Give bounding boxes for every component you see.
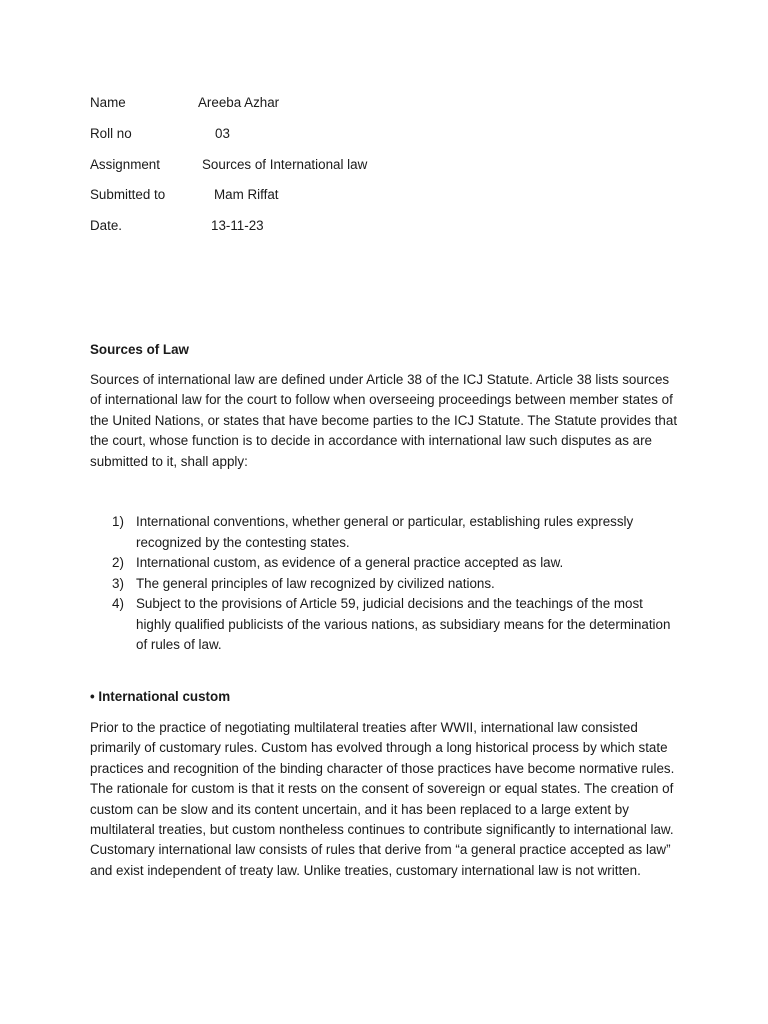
assignment-label: Assignment bbox=[90, 157, 160, 172]
submitted-label: Submitted to bbox=[90, 187, 166, 202]
name-label: Name bbox=[90, 95, 126, 110]
list-item bbox=[90, 512, 680, 553]
list-item bbox=[90, 594, 680, 656]
custom-paragraph: Prior to the practice of negotiating multilateral treaties after WWII, international law consisted primarily of customary rules. Custom has evolved through a long historical process by which state practices and recognition of the binding character of those practices have become normative rules. The rationale for custom is that it rests on the consent of sovereign or equal states. The creation of custom can be slow and its content uncertain, and it has been replaced to a large extent by multilateral treaties, but custom nontheless continues to contribute significantly to international law. Customary international law consists of rules that derive from “a general practice accepted as law” and exist independent of treaty law. Unlike treaties, customary international law is not written. bbox=[90, 720, 675, 878]
list-item bbox=[90, 574, 680, 595]
list-number: 1) bbox=[112, 514, 124, 529]
list-number: 4) bbox=[112, 596, 124, 611]
roll-value: 03 bbox=[215, 126, 230, 141]
list-text: The general principles of law recognized by civilized nations. bbox=[136, 575, 495, 591]
date-label: Date. bbox=[90, 218, 123, 233]
sources-paragraph: Sources of international law are defined under Article 38 of the ICJ Statute. Article 38 lists sources of international law for the court to follow when overseeing proceedings between member states of the United Nations, or states that have become parties to the ICJ Statute. The Statute provides that the court, whose function is to decide in accordance with international law such disputes as are submitted to it, shall apply: bbox=[90, 372, 678, 469]
name-value: Areeba Azhar bbox=[198, 95, 280, 110]
list-item bbox=[90, 553, 680, 574]
list-number: 2) bbox=[112, 555, 124, 570]
roll-label: Roll no bbox=[90, 126, 132, 141]
list-number: 3) bbox=[112, 575, 124, 591]
submitted-value: Mam Riffat bbox=[214, 187, 279, 202]
list-text: International conventions, whether general or particular, establishing rules expressly recognized by the contesting states. bbox=[136, 514, 634, 550]
list-text: International custom, as evidence of a general practice accepted as law. bbox=[136, 555, 564, 570]
assignment-value: Sources of International law bbox=[202, 157, 368, 172]
sources-list bbox=[90, 512, 680, 656]
date-value: 13-11-23 bbox=[211, 218, 264, 233]
section-heading-custom: • International custom bbox=[90, 689, 231, 704]
section-heading-sources: Sources of Law bbox=[90, 342, 189, 357]
list-text: Subject to the provisions of Article 59, judicial decisions and the teachings of the most highly qualified publicists of the various nations, as subsidiary means for the determination of rules of law. bbox=[136, 596, 671, 652]
